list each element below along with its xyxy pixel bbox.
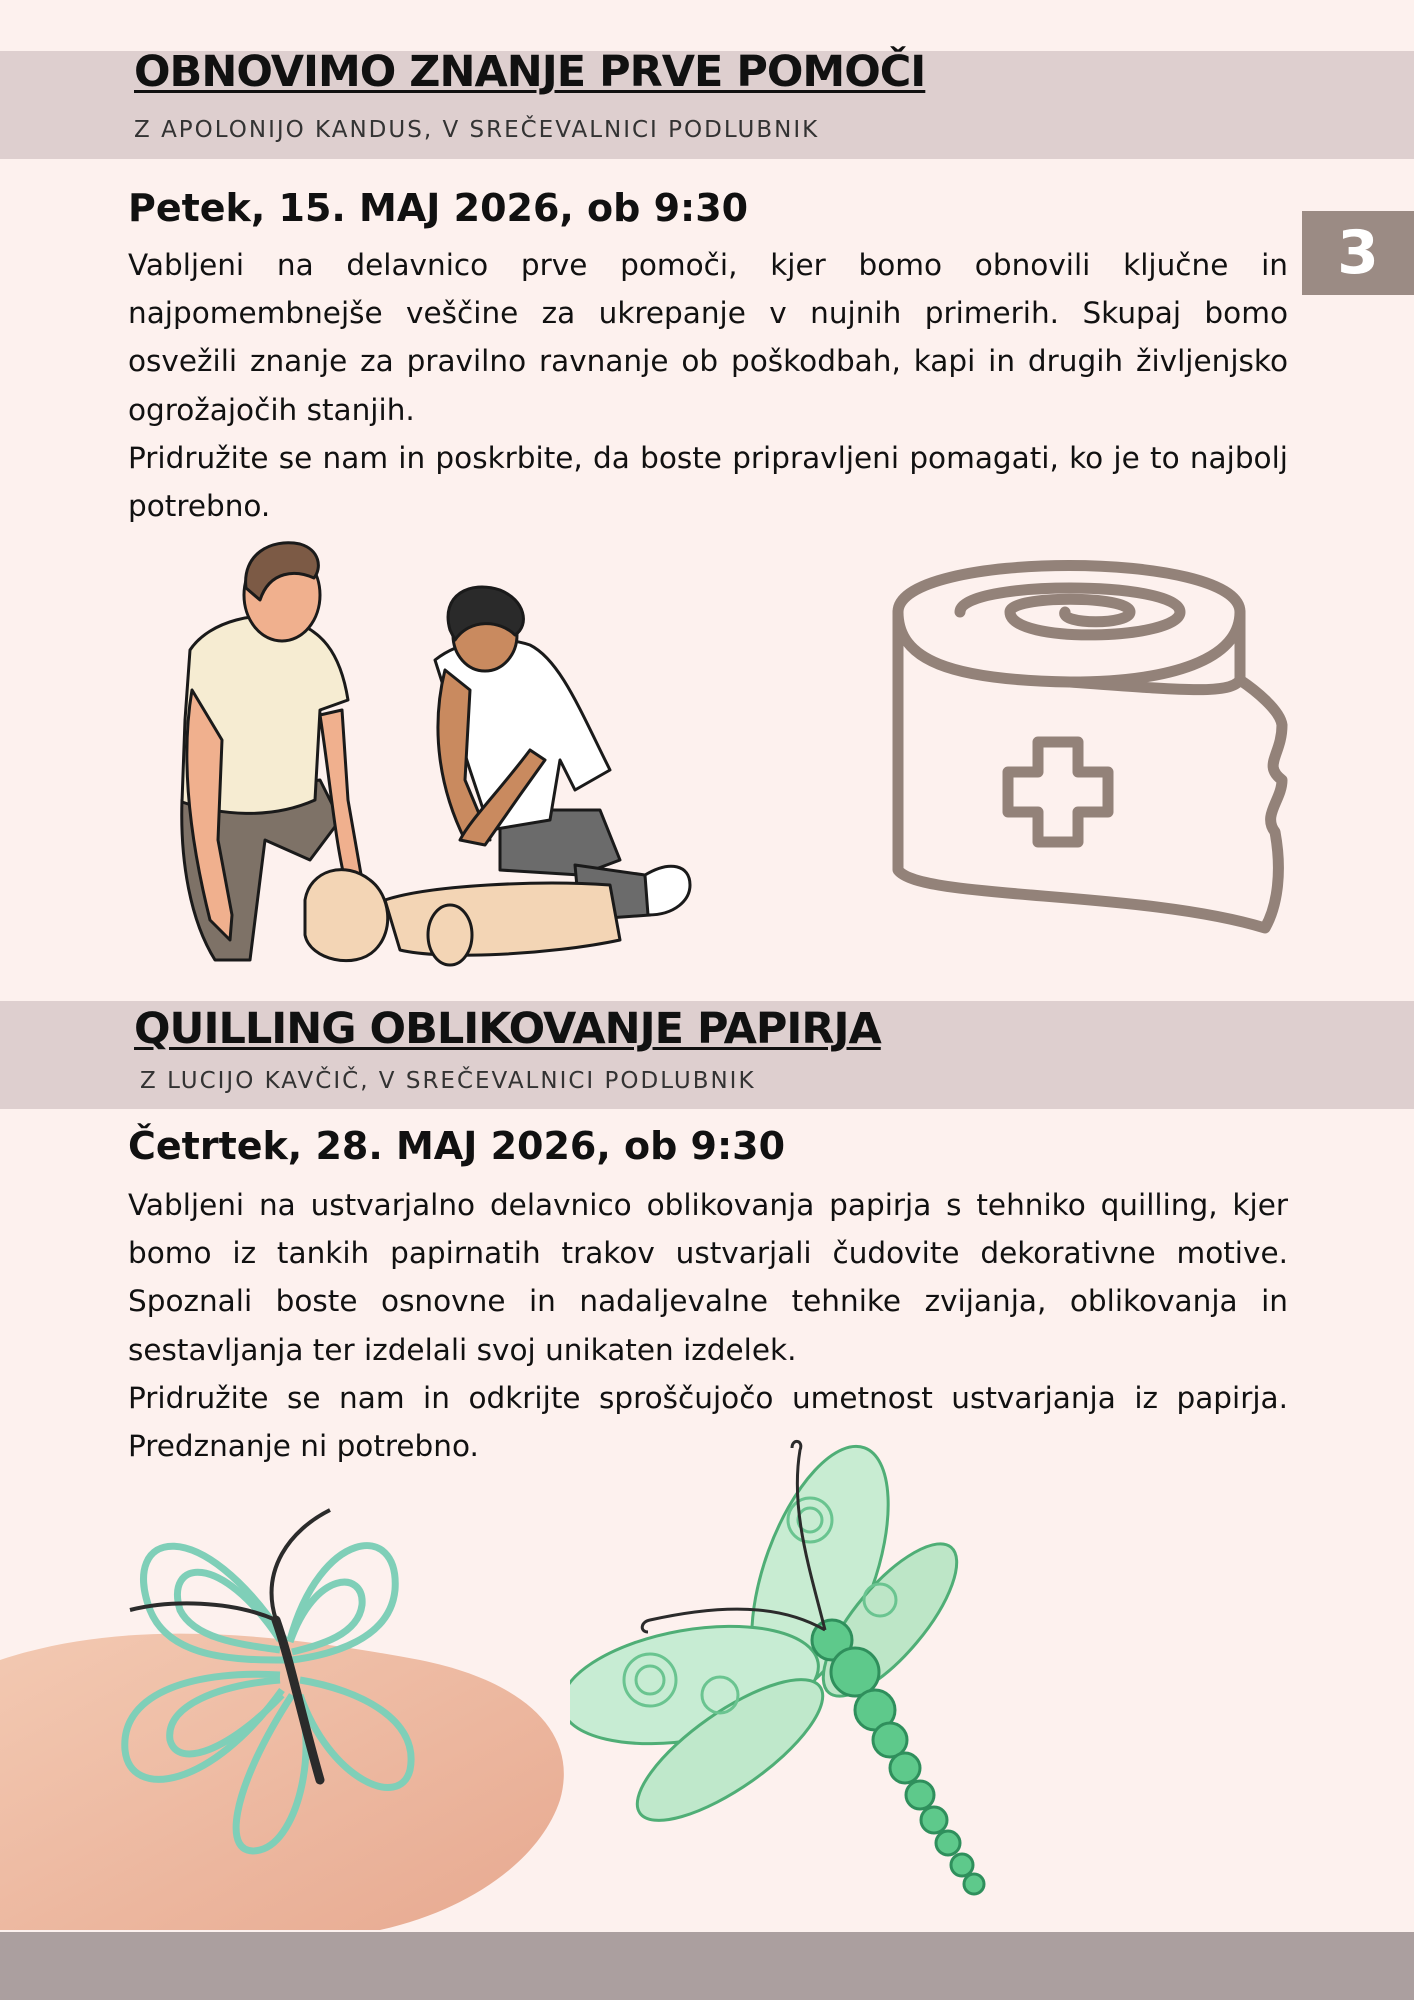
event-1-date: Petek, 15. MAJ 2026, ob 9:30 <box>128 186 749 230</box>
event-1-description <box>128 241 1288 530</box>
event-2-subtitle: Z LUCIJO KAVČIČ, V SREČEVALNICI PODLUBNIK <box>140 1068 756 1094</box>
event-1-paragraph-2: Pridružite se nam in poskrbite, da boste pripravljeni pomagati, ko je to najbolj potrebno. <box>128 440 1288 524</box>
page-number-tab: 3 <box>1302 211 1414 295</box>
quilled-dragonfly-image <box>570 1410 1130 1900</box>
event-1-paragraph-1: Vabljeni na delavnico prve pomoči, kjer bomo obnovili ključne in najpomembnejše veščine za ukrepanje v nujnih primerih. Skupaj bomo osvežili znanje za pravilno ravnanje ob poškodbah, kapi in drugih življenjsko ogrožajočih stanjih. <box>128 248 1288 427</box>
event-2-paragraph-1: Vabljeni na ustvarjalno delavnico oblikovanja papirja s tehniko quilling, kjer bomo iz tankih papirnatih trakov ustvarjali čudovite dekorativne motive. Spoznali boste osnovne in nadaljevalne tehnike zvijanja, oblikovanja in sestavljanja ter izdelali svoj unikaten izdelek. <box>128 1188 1288 1367</box>
bandage-roll-icon <box>890 540 1290 980</box>
cpr-illustration <box>170 540 750 990</box>
event-2-date: Četrtek, 28. MAJ 2026, ob 9:30 <box>128 1124 786 1168</box>
event-1-title: OBNOVIMO ZNANJE PRVE POMOČI <box>134 47 926 97</box>
footer-bar <box>0 1932 1414 2000</box>
quilled-butterfly-image <box>0 1490 580 1930</box>
event-2-title: QUILLING OBLIKOVANJE PAPIRJA <box>134 1004 881 1054</box>
event-1-subtitle: Z APOLONIJO KANDUS, V SREČEVALNICI PODLUBNIK <box>134 117 820 143</box>
event-2-paragraph-2: Pridružite se nam in odkrijte sproščujočo umetnost ustvarjanja iz papirja. Predznanje ni potrebno. <box>128 1380 1288 1464</box>
